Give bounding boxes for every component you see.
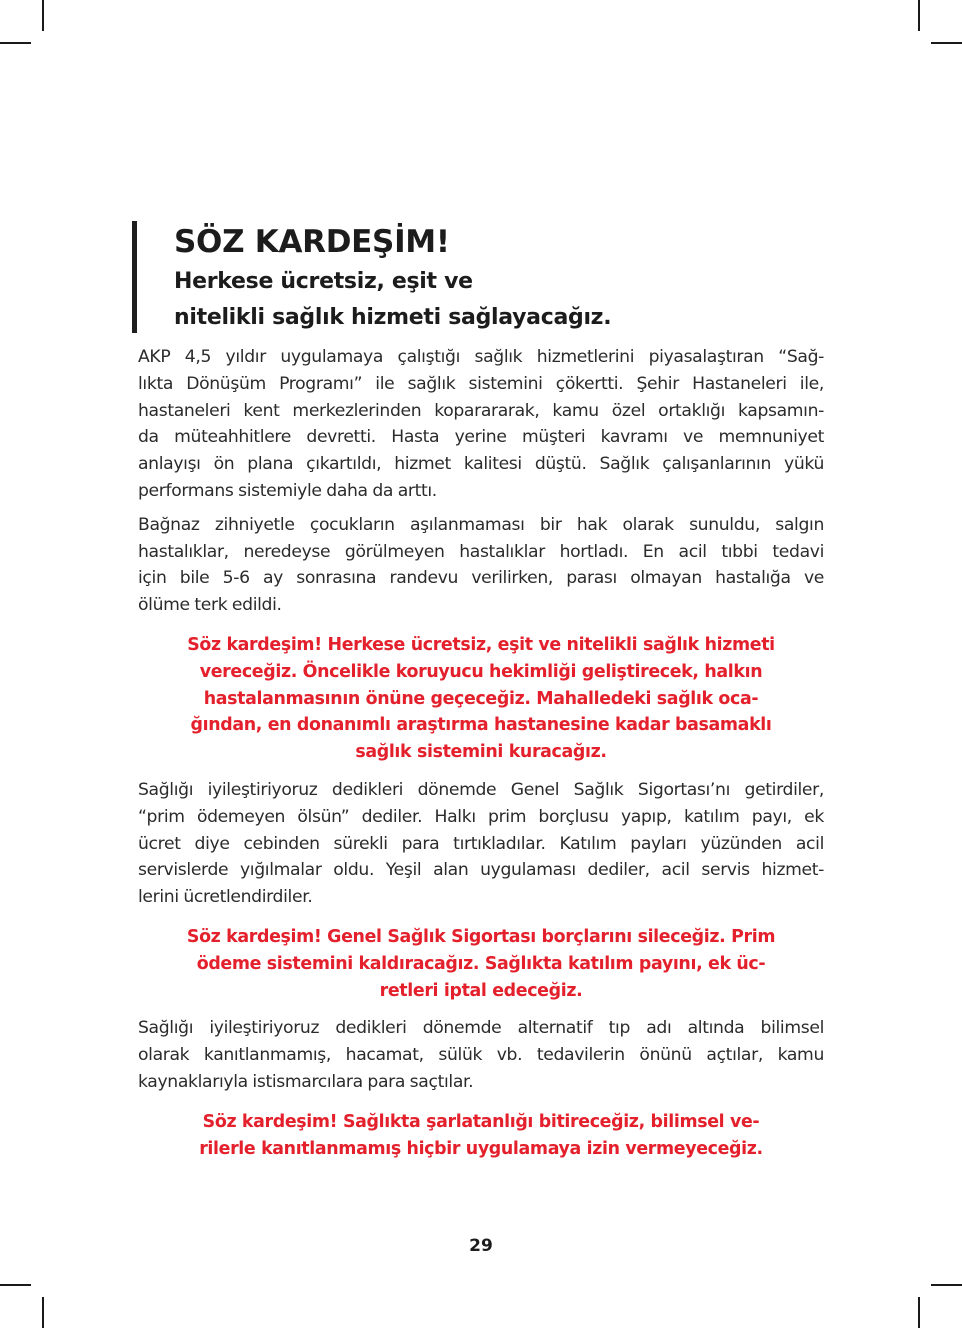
text-line: retleri iptal edeceğiz. bbox=[379, 980, 583, 1001]
text-line: performans sistemiyle daha da arttı. bbox=[138, 480, 437, 501]
text-line: lerini ücretlendirdiler. bbox=[138, 887, 313, 908]
text-line: rilerle kanıtlanmamış hiçbir uygulamaya izin vermeyeceğiz. bbox=[199, 1138, 763, 1159]
text-line: Söz kardeşim! Sağlıkta şarlatanlığı bitireceğiz, bilimsel ve- bbox=[202, 1111, 760, 1132]
text-line: ücret diye cebinden sürekli para tırtıkladılar. Katılım payları yüzünden acil bbox=[138, 833, 824, 854]
text-line: vereceğiz. Öncelikle koruyucu hekimliği geliştirecek, halkın bbox=[199, 661, 763, 682]
text-line: da müteahhitlere devretti. Hasta yerine müşteri kavramı ve memnuniyet bbox=[138, 427, 824, 448]
text-line: Söz kardeşim! Genel Sağlık Sigortası borçlarını sileceğiz. Prim bbox=[186, 926, 776, 947]
subtitle-line: Herkese ücretsiz, eşit ve bbox=[174, 269, 473, 294]
crop-mark-top-right-horizontal bbox=[931, 42, 962, 44]
text-line: hastalanmasının önüne geçeceğiz. Mahalledeki sağlık oca- bbox=[203, 688, 759, 709]
text-line: Sağlığı iyileştiriyoruz dedikleri dönemde alternatif tıp adı altında bilimsel bbox=[138, 1018, 824, 1039]
crop-mark-top-left-vertical bbox=[42, 0, 44, 31]
pledge-paragraph bbox=[138, 632, 824, 766]
text-line: Söz kardeşim! Herkese ücretsiz, eşit ve nitelikli sağlık hizmeti bbox=[187, 634, 775, 655]
text-line: hastalıklar, neredeyse görülmeyen hastalıklar hortladı. En acil tıbbi tedavi bbox=[138, 541, 824, 562]
subtitle-line: nitelikli sağlık hizmeti sağlayacağız. bbox=[174, 305, 612, 330]
text-line: Sağlığı iyileştiriyoruz dedikleri dönemde Genel Sağlık Sigortası’nı getirdiler, bbox=[138, 779, 824, 800]
crop-mark-bottom-right-horizontal bbox=[931, 1284, 962, 1286]
text-line: servislerde yığılmalar oldu. Yeşil alan uygulaması dediler, acil servis hizmet- bbox=[138, 860, 824, 881]
body-paragraph bbox=[138, 512, 824, 619]
text-line: “prim ödemeyen ölsün” dediler. Halkı prim borçlusu yapıp, katılım payı, ek bbox=[138, 806, 824, 827]
body-paragraph bbox=[138, 777, 824, 911]
text-line: Bağnaz zihniyetle çocukların aşılanmaması bir hak olarak sunuldu, salgın bbox=[138, 514, 824, 535]
crop-mark-bottom-right-vertical bbox=[918, 1297, 920, 1328]
page-number: 29 bbox=[469, 1236, 493, 1256]
page-title: SÖZ KARDEŞİM! bbox=[174, 224, 450, 260]
crop-mark-bottom-left-horizontal bbox=[0, 1284, 31, 1286]
text-line: ölüme terk edildi. bbox=[138, 595, 282, 616]
text-line: ödeme sistemini kaldıracağız. Sağlıkta katılım payını, ek üc- bbox=[196, 953, 766, 974]
pledge-paragraph bbox=[138, 1109, 824, 1163]
text-line: anlayışı ön plana çıkartıldı, hizmet kalitesi düştü. Sağlık çalışanlarının yükü bbox=[138, 454, 824, 475]
crop-mark-top-left-horizontal bbox=[0, 42, 31, 44]
body-paragraph bbox=[138, 344, 824, 505]
text-line: kaynaklarıyla istismarcılara para saçtılar. bbox=[138, 1071, 474, 1092]
crop-mark-top-right-vertical bbox=[918, 0, 920, 31]
page-subtitle bbox=[174, 264, 611, 336]
crop-mark-bottom-left-vertical bbox=[42, 1297, 44, 1328]
text-line: hastaneleri kent merkezlerinden koparararak, kamu özel ortaklığı kapsamın- bbox=[138, 400, 824, 421]
text-line: olarak kanıtlanmamış, hacamat, sülük vb. tedavilerin önünü açtılar, kamu bbox=[138, 1045, 824, 1066]
pledge-paragraph bbox=[138, 924, 824, 1004]
text-line: AKP 4,5 yıldır uygulamaya çalıştığı sağlık hizmetlerini piyasalaştıran “Sağ- bbox=[138, 347, 824, 367]
body-paragraph bbox=[138, 1015, 824, 1095]
text-line: için bile 5-6 ay sonrasına randevu verilirken, parası olmayan hastalığa ve bbox=[138, 568, 824, 589]
text-line: ğından, en donanımlı araştırma hastanesine kadar basamaklı bbox=[190, 715, 772, 736]
heading-accent-bar bbox=[132, 221, 137, 333]
article-body bbox=[138, 344, 824, 1173]
text-line: lıkta Dönüşüm Programı” ile sağlık sistemini çökertti. Şehir Hastaneleri ile, bbox=[138, 373, 824, 394]
text-line: sağlık sistemini kuracağız. bbox=[355, 742, 607, 763]
